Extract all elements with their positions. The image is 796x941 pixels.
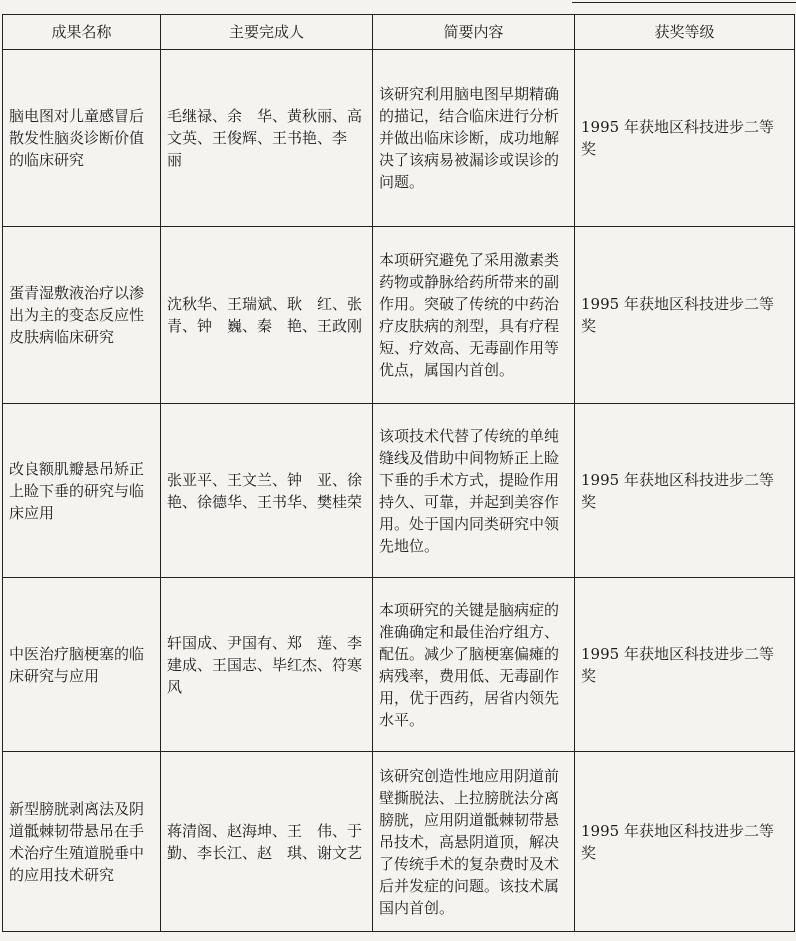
achievement-name-cell (3, 752, 161, 932)
achievement-name: 新型膀胱剥离法及阴道骶棘韧带悬吊在手术治疗生殖道脱垂中的应用技术研究 (9, 799, 145, 884)
contributors: 张亚平、王文兰、钟 亚、徐 艳、徐德华、王书华、樊桂荣 (167, 470, 378, 511)
table-row (3, 578, 795, 752)
contributors-cell (161, 578, 373, 752)
achievement-name: 中医治疗脑梗塞的临床研究与应用 (9, 644, 145, 685)
award-cell (575, 227, 795, 404)
contributors: 沈秋华、王瑞斌、耿 红、张 青、钟 巍、秦 艳、王政刚 (167, 295, 378, 335)
summary: 该研究利用脑电图早期精确的描记，结合临床进行分析并做出临床诊断，成功地解决了该病易被漏诊或误诊的问题。 (379, 85, 560, 191)
header-main-contributors: 主要完成人 (161, 15, 373, 50)
table-row (3, 752, 795, 932)
award-level: 1995 年获地区科技进步二等奖 (581, 821, 774, 862)
summary-cell (373, 752, 575, 932)
contributors-cell (161, 227, 378, 404)
achievement-name-cell (3, 578, 161, 752)
table-header-row (3, 15, 795, 50)
awards-table (2, 14, 795, 932)
achievement-name: 脑电图对儿童感冒后散发性脑炎诊断价值的临床研究 (9, 107, 145, 169)
summary: 该研究创造性地应用阴道前壁撕脱法、上拉膀胱法分离膀胱，应用阴道骶棘韧带悬吊技术，高悬阴道顶，解决了传统手术的复杂费时及术后并发症的问题。该技术属国内首创。 (379, 766, 560, 917)
award-level: 1995 年获地区科技进步二等奖 (581, 470, 774, 511)
table-row (3, 227, 795, 404)
summary-cell (373, 578, 575, 752)
contributors-cell (161, 752, 378, 932)
achievement-name: 改良额肌瓣悬吊矫正上睑下垂的研究与临床应用 (9, 459, 145, 522)
contributors: 轩国成、尹国有、郑 莲、李建成、王国志、毕红杰、符寒风 (167, 633, 363, 696)
achievement-name: 蛋青湿敷液治疗以渗出为主的变态反应性皮肤病临床研究 (9, 284, 145, 346)
top-rule-divider (572, 2, 796, 3)
award-cell (575, 50, 795, 227)
summary: 本项研究避免了采用激素类药物或静脉给药所带来的副作用。突破了传统的中药治疗皮肤病的剂型，具有疗程短、疗效高、无毒副作用等优点，属国内首创。 (379, 251, 560, 379)
award-cell (575, 578, 795, 752)
summary-cell (373, 404, 575, 578)
summary-cell (373, 50, 575, 227)
award-level: 1995 年获地区科技进步二等奖 (581, 118, 774, 158)
summary: 本项研究的关键是脑病症的准确确定和最佳治疗组方、配伍。减少了脑梗塞偏瘫的病残率，费用低、无毒副作用，优于西药，居省内领先水平。 (379, 600, 560, 729)
header-achievement-name: 成果名称 (3, 15, 161, 50)
header-brief-content: 简要内容 (373, 15, 575, 50)
summary: 该项技术代替了传统的单纯缝线及借助中间物矫正上睑下垂的手术方式，提睑作用持久、可靠，并起到美容作用。处于国内同类研究中领先地位。 (379, 426, 560, 555)
award-level: 1995 年获地区科技进步二等奖 (581, 644, 774, 685)
table-row (3, 404, 795, 578)
contributors: 毛继禄、余 华、黄秋丽、高文英、王俊辉、王书艳、李 丽 (167, 107, 363, 169)
summary-cell (373, 227, 575, 404)
award-cell (575, 404, 795, 578)
award-level: 1995 年获地区科技进步二等奖 (581, 295, 774, 335)
table-row (3, 50, 795, 227)
achievement-name-cell (3, 227, 161, 404)
contributors-cell (161, 50, 373, 227)
header-award-level: 获奖等级 (575, 15, 795, 50)
contributors-cell (161, 404, 378, 578)
achievement-name-cell (3, 50, 161, 227)
contributors: 蒋清阁、赵海坤、王 伟、于 勤、李长江、赵 琪、谢文艺 (167, 821, 378, 862)
achievement-name-cell (3, 404, 161, 578)
award-cell (575, 752, 795, 932)
